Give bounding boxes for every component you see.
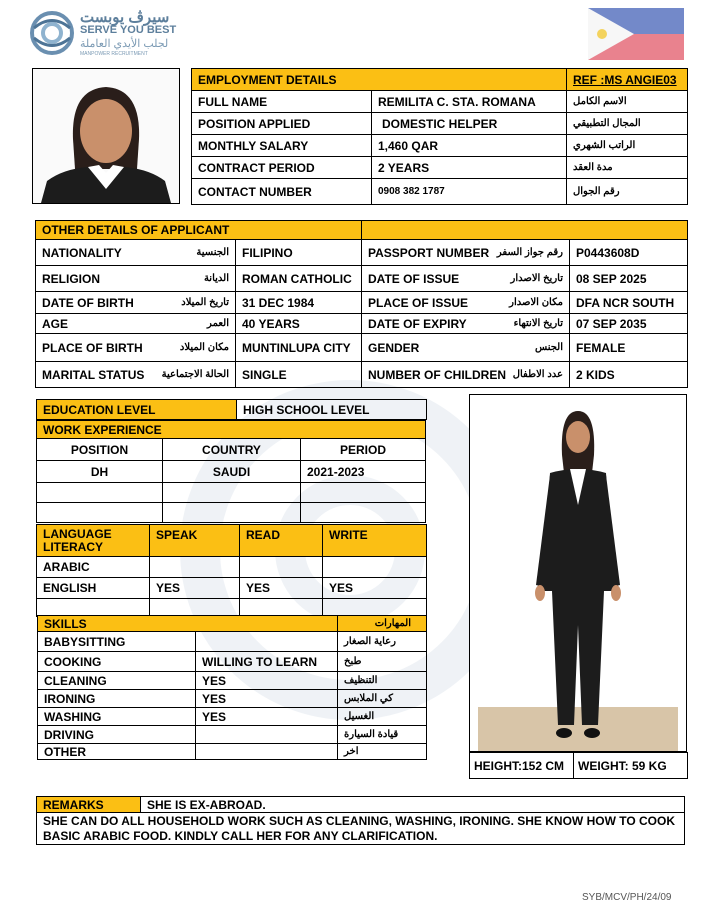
contact-label: CONTACT NUMBER [192,179,372,205]
skill-arabic: التنظيف [338,672,427,690]
table-row [37,461,426,483]
contract-value: 2 YEARS [372,157,567,179]
full-name-arabic: الاسم الكامل [567,91,688,113]
remarks-label: REMARKS [37,797,141,813]
table-row [38,672,427,690]
skill-arabic: كي الملابس [338,690,427,708]
salary-label: MONTHLY SALARY [192,135,372,157]
education-table [36,399,427,420]
skills-table [37,615,427,760]
birth-date-label: DATE OF BIRTH تاريخ الميلاد [36,292,236,314]
skill-value: YES [196,690,338,708]
skill-arabic: الغسيل [338,708,427,726]
lang-col-speak: SPEAK [150,525,240,557]
nationality-label: NATIONALITY الجنسية [36,240,236,266]
age-value: 40 YEARS [236,314,362,334]
skill-arabic: اخر [338,744,427,760]
position-value: DOMESTIC HELPER [372,113,567,135]
other-details-header: OTHER DETAILS OF APPLICANT [36,221,362,240]
skill-label: BABYSITTING [38,632,196,652]
work-country: SAUDI [163,461,301,483]
lang-col-write: WRITE [323,525,427,557]
table-row [37,557,427,578]
logo-name: SERVE YOU BEST [80,24,177,36]
table-row [37,483,426,503]
work-position: DH [37,461,163,483]
expiry-value: 07 SEP 2035 [570,314,688,334]
birth-date-value: 31 DEC 1984 [236,292,362,314]
work-col-period: PERIOD [301,439,426,461]
employment-details-header: EMPLOYMENT DETAILS [192,69,567,91]
work-experience-table [36,420,426,523]
skill-arabic: قيادة السيارة [338,726,427,744]
expiry-label: DATE OF EXPIRY تاريخ الانتهاء [362,314,570,334]
applicant-full-body-photo [469,394,687,752]
children-value: 2 KIDS [570,362,688,388]
remarks-table [36,796,685,845]
marital-label: MARITAL STATUS الحالة الاجتماعية [36,362,236,388]
table-row [38,632,427,652]
position-label: POSITION APPLIED [192,113,372,135]
work-experience-header: WORK EXPERIENCE [37,421,426,439]
work-period: 2021-2023 [301,461,426,483]
passport-value: P0443608D [570,240,688,266]
skill-value: YES [196,672,338,690]
skill-value: YES [196,708,338,726]
full-name-label: FULL NAME [192,91,372,113]
gender-label: GENDER الجنس [362,334,570,362]
skill-arabic: رعاية الصغار [338,632,427,652]
passport-label: PASSPORT NUMBER رقم جواز السفر [362,240,570,266]
education-label: EDUCATION LEVEL [37,400,237,420]
height-value: HEIGHT:152 CM [470,753,574,779]
language-name: ENGLISH [37,578,150,599]
skills-header: SKILLS المهارات [38,616,338,632]
reference-code: REF :MS ANGIE03 [567,69,688,91]
skill-label: WASHING [38,708,196,726]
table-row [38,652,427,672]
logo-arabic-sub: لجلب الأيدي العاملة [80,38,169,50]
english-read: YES [240,578,323,599]
table-row [37,599,427,617]
skill-label: CLEANING [38,672,196,690]
contract-label: CONTRACT PERIOD [192,157,372,179]
skill-value [196,744,338,760]
measurements-table [469,752,688,779]
skill-value [196,632,338,652]
table-row [38,708,427,726]
gender-value: FEMALE [570,334,688,362]
religion-label: RELIGION الديانة [36,266,236,292]
language-header: LANGUAGE LITERACY [37,525,150,557]
skill-label: OTHER [38,744,196,760]
skill-arabic: طبخ [338,652,427,672]
table-row [38,744,427,760]
table-row [37,578,427,599]
issue-place-label: PLACE OF ISSUE مكان الاصدار [362,292,570,314]
remarks-first-line: SHE IS EX-ABROAD. [141,797,685,813]
skill-label: DRIVING [38,726,196,744]
weight-value: WEIGHT: 59 KG [574,753,688,779]
issue-place-value: DFA NCR SOUTH [570,292,688,314]
skill-label: IRONING [38,690,196,708]
issue-date-value: 08 SEP 2025 [570,266,688,292]
logo-mark-icon [28,8,76,58]
language-table [36,524,427,617]
applicant-headshot [32,68,180,204]
salary-arabic: الراتب الشهري [567,135,688,157]
philippines-flag [588,8,684,60]
skill-value: WILLING TO LEARN [196,652,338,672]
other-details-table [35,220,688,388]
salary-value: 1,460 QAR [372,135,567,157]
language-name: ARABIC [37,557,150,578]
issue-date-label: DATE OF ISSUE تاريخ الاصدار [362,266,570,292]
contact-value: 0908 382 1787 [372,179,567,205]
work-col-country: COUNTRY [163,439,301,461]
nationality-value: FILIPINO [236,240,362,266]
contact-arabic: رقم الجوال [567,179,688,205]
skill-label: COOKING [38,652,196,672]
position-arabic: المجال التطبيقي [567,113,688,135]
education-value: HIGH SCHOOL LEVEL [237,400,427,420]
work-col-position: POSITION [37,439,163,461]
birth-place-value: MUNTINLUPA CITY [236,334,362,362]
logo-arabic-name: سيرڤ يوبست [80,9,170,26]
skill-value [196,726,338,744]
full-name-value: REMILITA C. STA. ROMANA [372,91,567,113]
lang-col-read: READ [240,525,323,557]
contract-arabic: مدة العقد [567,157,688,179]
other-details-header-blank [362,221,688,240]
remarks-text: SHE CAN DO ALL HOUSEHOLD WORK SUCH AS CLEANING, WASHING, IRONING. SHE KNOW HOW TO COOK BASIC ARABIC FOOD. KINDLY CALL HER FOR ANY CLARIFICATION. [37,813,685,845]
children-label: NUMBER OF CHILDREN عدد الاطفال [362,362,570,388]
document-code: SYB/MCV/PH/24/09 [582,892,672,903]
marital-value: SINGLE [236,362,362,388]
age-label: AGE العمر [36,314,236,334]
birth-place-label: PLACE OF BIRTH مكان الميلاد [36,334,236,362]
english-speak: YES [150,578,240,599]
table-row [38,690,427,708]
logo-sub: MANPOWER RECRUITMENT [80,51,148,57]
english-write: YES [323,578,427,599]
company-logo [28,8,208,60]
table-row [38,726,427,744]
employment-details-table [191,68,688,205]
table-row [37,503,426,523]
religion-value: ROMAN CATHOLIC [236,266,362,292]
